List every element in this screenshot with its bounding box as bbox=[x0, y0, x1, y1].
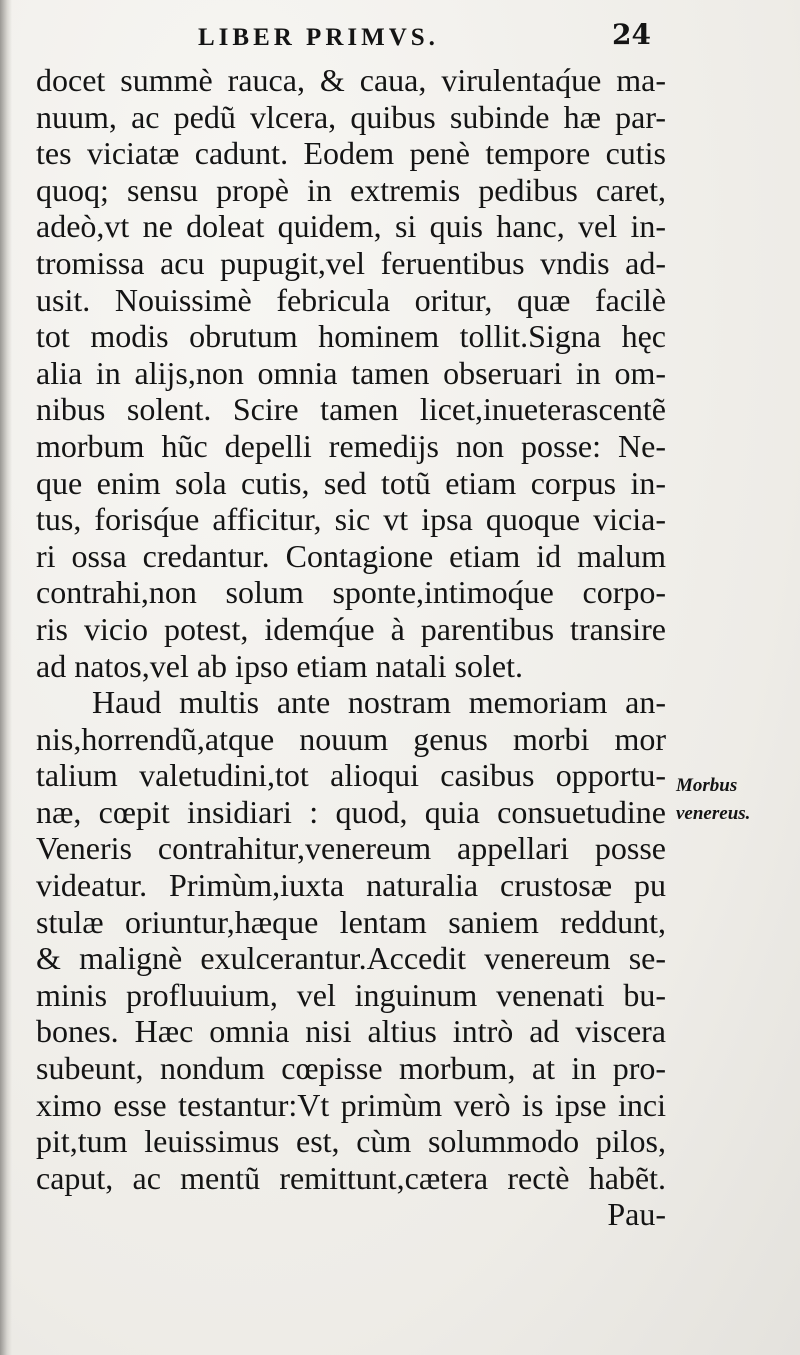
text-line: morbum hũc depelli remedijs non posse: Ne- bbox=[36, 427, 666, 464]
margin-note-line: Morbus bbox=[676, 775, 738, 796]
text-line: docet summè rauca, & caua, virulentaq́ue ma- bbox=[36, 62, 666, 98]
text-line: tromissa acu pupugit,vel feruentibus vndis ad- bbox=[36, 244, 666, 281]
text-line: minis profluuium, vel inguinum venenati bu- bbox=[36, 976, 666, 1013]
text-line: bones. Hæc omnia nisi altius intrò ad viscera bbox=[36, 1013, 666, 1050]
text-line: ri ossa credantur. Contagione etiam id malum bbox=[36, 537, 666, 574]
margin-note-line: venereus. bbox=[676, 803, 751, 824]
text-line: tot modis obrutum hominem tollit.Signa hęc bbox=[36, 318, 666, 355]
page-header bbox=[0, 18, 800, 58]
margin-note bbox=[676, 772, 796, 828]
text-line: talium valetudini,tot alioqui casibus opportu- bbox=[36, 757, 666, 794]
page-gutter-shadow bbox=[0, 0, 12, 1355]
text-line: stulæ oriuntur,hæque lentam saniem reddunt, bbox=[36, 903, 666, 940]
text-line: tes viciatæ cadunt. Eodem penè tempore cutis bbox=[36, 135, 666, 172]
text-line: caput, ac mentũ remittunt,cætera rectè habẽt. bbox=[36, 1159, 666, 1196]
catchword: Pau- bbox=[607, 1196, 666, 1233]
main-text-block bbox=[36, 62, 666, 1233]
text-line: Veneris contrahitur,venereum appellari posse bbox=[36, 830, 666, 867]
text-line: & malignè exulcerantur.Accedit venereum se- bbox=[36, 940, 666, 977]
text-line: pit,tum leuissimus est, cùm solummodo pilos, bbox=[36, 1123, 666, 1160]
text-line: nis,horrendũ,atque nouum genus morbi mor bbox=[36, 720, 666, 757]
text-line: adeò,vt ne doleat quidem, si quis hanc, vel in- bbox=[36, 208, 666, 245]
text-line: videatur. Primùm,iuxta naturalia crustosæ pu bbox=[36, 867, 666, 904]
text-line: ximo esse testantur:Vt primùm verò is ipse inci bbox=[36, 1086, 666, 1123]
page-number: 24 bbox=[612, 18, 651, 51]
text-line: subeunt, nondum cœpisse morbum, at in pro- bbox=[36, 1050, 666, 1087]
text-line: ad natos,vel ab ipso etiam natali solet. bbox=[36, 647, 523, 684]
text-line: que enim sola cutis, sed totũ etiam corpus in- bbox=[36, 464, 666, 501]
text-line: nuum, ac pedũ vlcera, quibus subinde hæ par- bbox=[36, 98, 666, 135]
running-title: LIBER PRIMVS. bbox=[198, 24, 439, 51]
text-line: alia in alijs,non omnia tamen obseruari in om- bbox=[36, 354, 666, 391]
paragraph-start-line: Haud multis ante nostram memoriam an- bbox=[92, 684, 666, 721]
text-line: tus, forisq́ue afficitur, sic vt ipsa quoque vicia- bbox=[36, 501, 666, 538]
text-line: næ, cœpit insidiari : quod, quia consuetudine bbox=[36, 793, 666, 830]
text-line: contrahi,non solum sponte,intimoq́ue corpo- bbox=[36, 574, 666, 611]
text-line: ris vicio potest, idemq́ue à parentibus transire bbox=[36, 610, 666, 647]
text-line: nibus solent. Scire tamen licet,inueterascentẽ bbox=[36, 391, 666, 428]
text-line: usit. Nouissimè febricula oritur, quæ facilè bbox=[36, 281, 666, 318]
text-line: quoq; sensu propè in extremis pedibus caret, bbox=[36, 171, 666, 208]
